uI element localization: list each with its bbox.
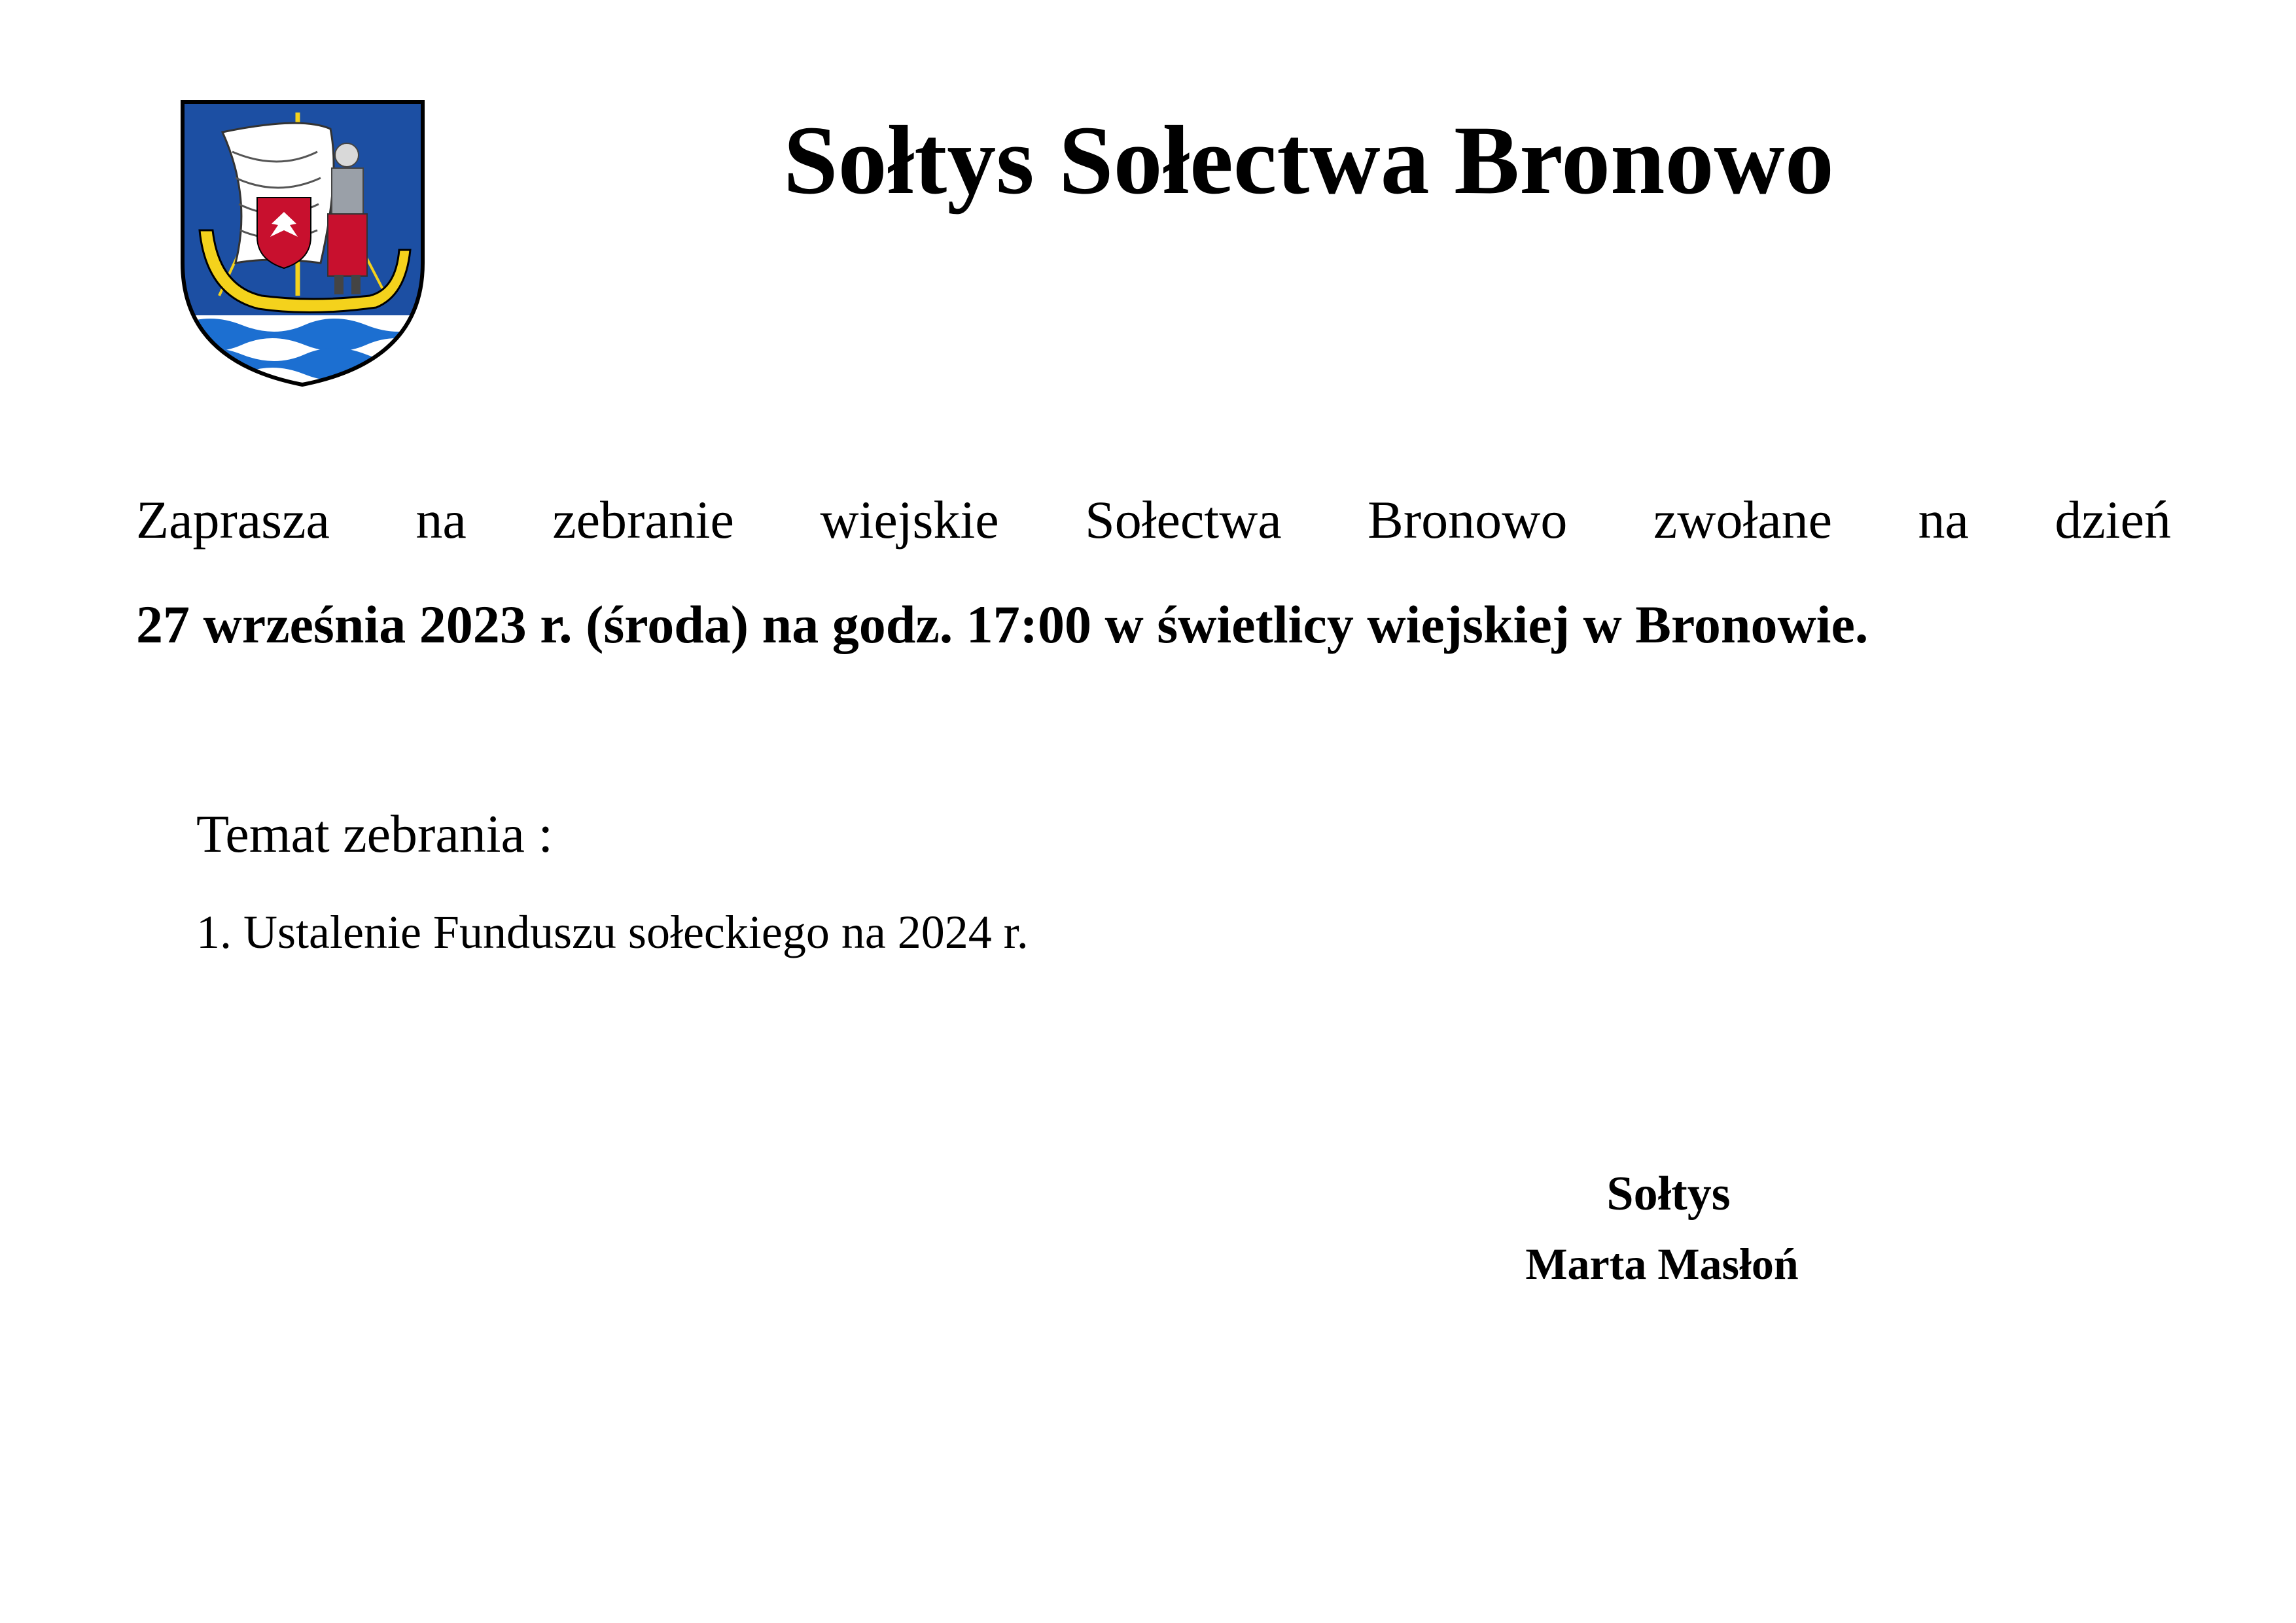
- intro-word: zwołane: [1653, 490, 1833, 550]
- signature-role: Sołtys: [1606, 1167, 1731, 1221]
- intro-word: Zaprasza: [136, 490, 330, 550]
- agenda-list: [196, 903, 1029, 962]
- invitation-intro-line: [136, 487, 2171, 553]
- intro-word: wiejskie: [820, 490, 999, 550]
- page-title: Sołtys Sołectwa Bronowo: [783, 106, 1834, 215]
- signature-name: Marta Masłoń: [1525, 1239, 1799, 1289]
- intro-word: dzień: [2055, 490, 2171, 550]
- intro-word: na: [415, 490, 467, 550]
- meeting-details: 27 września 2023 r. (środa) na godz. 17:00 w świetlicy wiejskiej w Bronowie.: [136, 595, 1869, 654]
- intro-word: Bronowo: [1368, 490, 1568, 550]
- agenda-heading: Temat zebrania :: [196, 804, 554, 864]
- coat-of-arms-icon: [180, 99, 425, 387]
- list-item: 1. Ustalenie Funduszu sołeckiego na 2024 r.: [196, 906, 1029, 958]
- intro-word: Sołectwa: [1085, 490, 1282, 550]
- intro-word: na: [1918, 490, 1969, 550]
- intro-word: zebranie: [552, 490, 734, 550]
